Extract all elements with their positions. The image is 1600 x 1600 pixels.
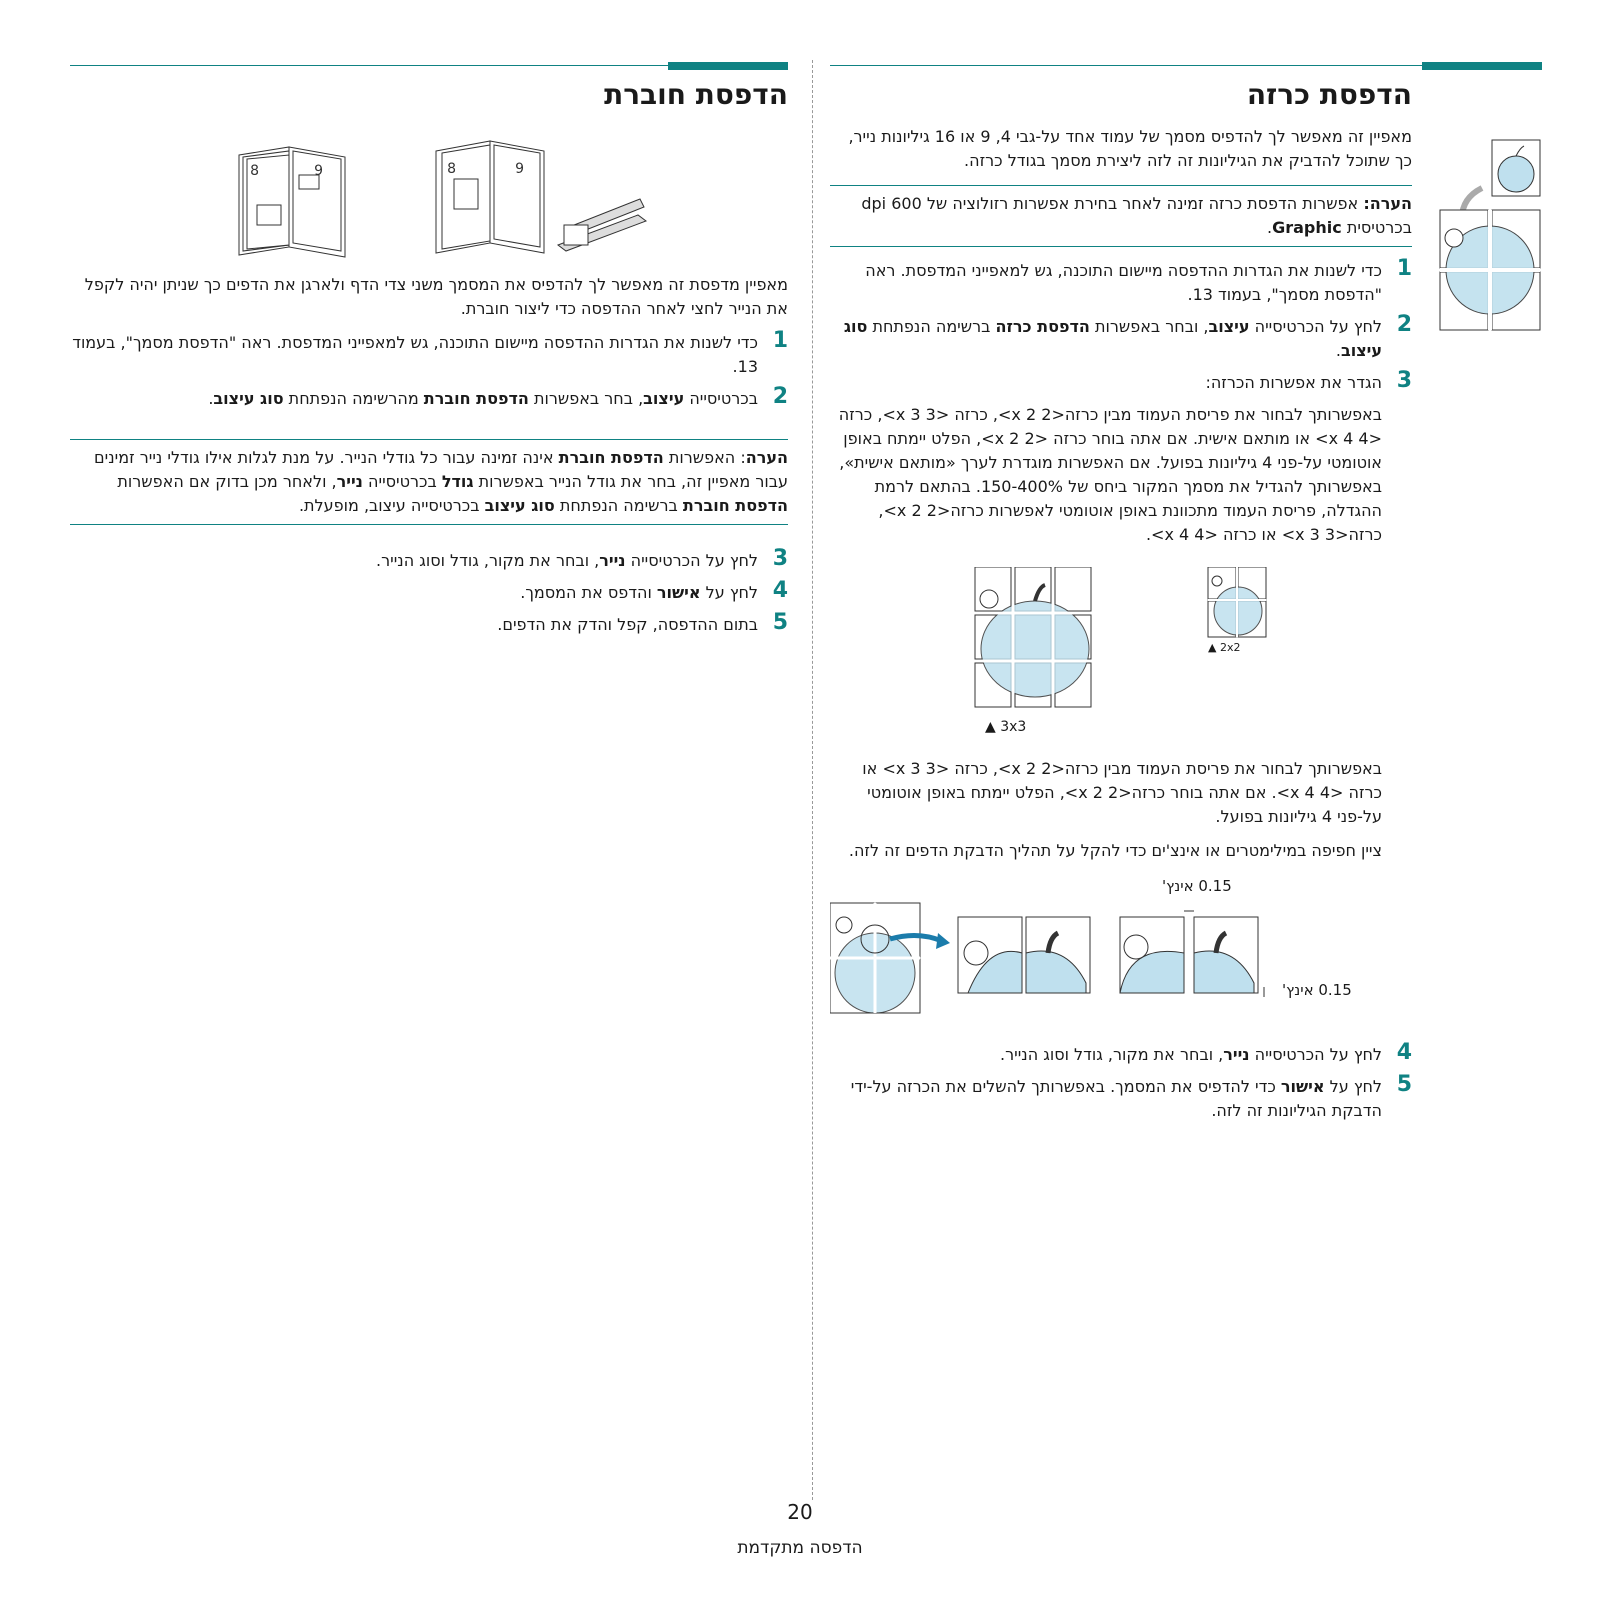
poster-step-5: 5 לחץ על אישור כדי להדפיס את המסמך. באפשרותך להשלים את הכרזה על-ידי הדבקת הגיליונות זה לזה. <box>850 1072 1412 1120</box>
poster-layout-para-2: באפשרותך לבחור את פריסת העמוד מבין כרזה<2 x 2>, כרזה <3 x 3> או כרזה <4 x 4>. אם אתה בוחר כרזה<2 x 2>, הפלט יימתח באופן אוטומטי על-פני 4 גיליונות בפועל. <box>862 759 1382 826</box>
booklet-title: הדפסת חוברת <box>604 78 788 111</box>
poster-title: הדפסת כרזה <box>1246 78 1412 111</box>
booklet-step-3: 3 לחץ על הכרטיסייה נייר, ובחר את מקור, גודל וסוג הנייר. <box>376 546 788 571</box>
poster-step-2: 2 לחץ על הכרטיסייה עיצוב, ובחר באפשרות הדפסת כרזה ברשימה הנפתחת סוג עיצוב. <box>843 312 1412 360</box>
poster-overlap-para: ציין חפיפה במילימטרים או אינצ'ים כדי להקל על תהליך הדבקת הדפים זה לזה. <box>848 841 1382 860</box>
page-number: 20 <box>787 1500 813 1524</box>
caption-3x3: ▲ 3x3 <box>985 719 1027 735</box>
poster-step-3: 3 הגדר את אפשרות הכרזה: <box>1205 368 1412 393</box>
booklet-step-1: 1 כדי לשנות את הגדרות ההדפסה מיישום התוכנה, גש למאפייני המדפסת. ראה "הדפסת מסמך", בעמוד 13. <box>72 328 788 376</box>
poster-layout-para: באפשרותך לבחור את פריסת העמוד מבין כרזה<2 x 2>, כרזה <3 x 3>, כרזה <4 x 4> או מותאם אישית. אם אתה בוחר כרזה <2 x 2>, הפלט יימתח באופן אוטומטי על-פני 4 גיליונות בפועל. אם האפשרות מוגדרת לערך «מותאם אישית», באפשרותך להגדיל את מסמך המקור ביחס של 150-400%. בהתאם לרמת ההגדלה, פריסת העמוד מתכוונת באופן אוטומטי לאפשרות כרזה<2 x 2>, כרזה<3 x 3> או כרזה <4 x 4>. <box>838 405 1382 544</box>
poster-overlap-figure <box>830 877 1412 1027</box>
svg-text:8: 8 <box>447 161 456 177</box>
column-divider <box>812 60 813 1500</box>
section-rule <box>830 60 1542 70</box>
poster-intro: מאפיין זה מאפשר לך להדפיס מסמך של עמוד אחד על-גבי 4, 9 או 16 גיליונות נייר, כך שתוכל להדביק את הגיליונות זה לזה ליצירת מסמך בגודל כרזה. <box>848 127 1412 170</box>
booklet-step-5: 5 בתום ההדפסה, קפל והדק את הדפים. <box>497 610 788 635</box>
poster-section <box>830 60 1542 1131</box>
booklet-illustration <box>70 125 788 265</box>
booklet-step-4: 4 לחץ על אישור והדפס את המסמך. <box>520 578 788 603</box>
svg-text:9: 9 <box>314 163 323 179</box>
booklet-note: הערה: האפשרות הדפסת חוברת אינה זמינה עבור כל גודלי הנייר. על מנת לגלות אילו גודלי נייר זמינים עבור מאפיין זה, בחר את גודל הנייר באפשרות גודל בכרטיסייה נייר, ולאחר מכן בדוק אם האפשרות הדפסת חוברת ברשימה הנפתחת סוג עיצוב בכרטיסייה עיצוב, מופעלת. <box>70 439 788 525</box>
booklet-intro: מאפיין מדפסת זה מאפשר לך להדפיס את המסמך משני צדי הדף ולארגן את הדפים כך שניתן יהיה לקפל את הנייר לחצי לאחר ההדפסה כדי ליצור חוברת. <box>84 275 788 318</box>
svg-text:8: 8 <box>250 163 259 179</box>
poster-grid-figures <box>830 567 1412 747</box>
poster-step-4: 4 לחץ על הכרטיסייה נייר, ובחר את מקור, גודל וסוג הנייר. <box>1000 1040 1412 1065</box>
overlap-label-top: 0.15 אינץ' <box>1162 877 1232 895</box>
poster-step-1: 1 כדי לשנות את הגדרות ההדפסה מיישום התוכנה, גש למאפייני המדפסת. ראה "הדפסת מסמך", בעמוד 13. <box>865 256 1412 304</box>
poster-note: הערה: אפשרות הדפסת כרזה זמינה לאחר בחירת אפשרות רזולוציה של 600 dpi בכרטיסית Graphic. <box>830 185 1412 247</box>
footer-section-title: הדפסה מתקדמת <box>737 1538 863 1558</box>
svg-text:9: 9 <box>515 161 524 177</box>
caption-2x2: ▲ 2x2 <box>1208 641 1241 654</box>
poster-side-illustration <box>1432 138 1542 338</box>
booklet-section <box>70 60 788 645</box>
overlap-label-side: 0.15 אינץ' <box>1282 981 1352 999</box>
section-rule <box>70 60 788 70</box>
booklet-step-2: 2 בכרטיסייה עיצוב, בחר באפשרות הדפסת חוברת מהרשימה הנפתחת סוג עיצוב. <box>208 384 788 409</box>
